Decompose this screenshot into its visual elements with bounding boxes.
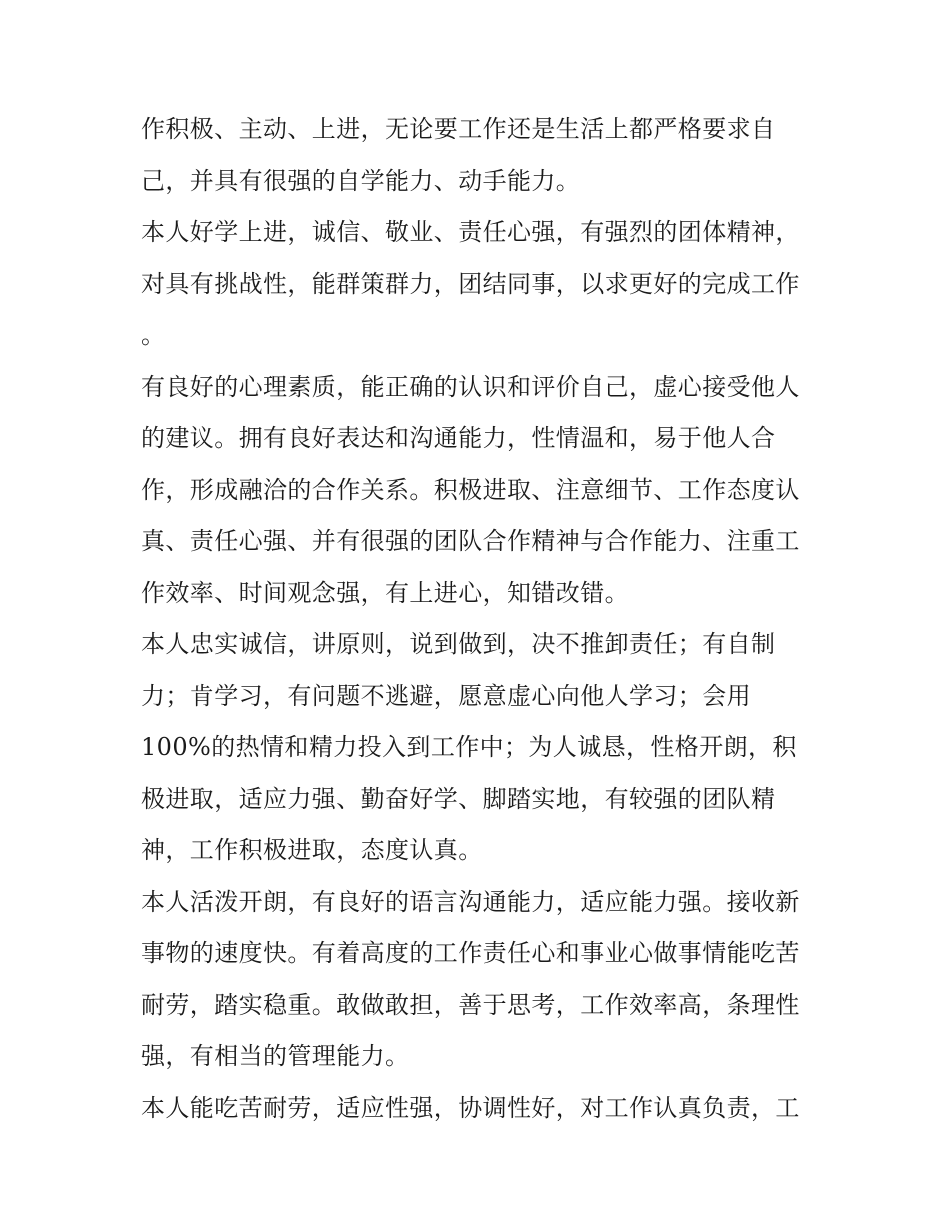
text-line: 对具有挑战性，能群策群力，团结同事，以求更好的完成工作 xyxy=(141,269,800,298)
text-line: 作效率、时间观念强，有上进心，知错改错。 xyxy=(141,578,629,607)
text-line: 本人能吃苦耐劳，适应性强，协调性好，对工作认真负责，工 xyxy=(141,1093,800,1122)
text-line: 100%的热情和精力投入到工作中；为人诚恳，性格开朗，积 xyxy=(141,733,797,761)
document-body xyxy=(141,104,821,1134)
text-line: 强，有相当的管理能力。 xyxy=(141,1042,410,1070)
text-line: 极进取，适应力强、勤奋好学、脚踏实地，有较强的团队精 xyxy=(141,784,776,813)
text-line: 本人活泼开朗，有良好的语言沟通能力，适应能力强。接收新 xyxy=(141,887,800,916)
text-line: 。 xyxy=(141,321,166,349)
text-line: 耐劳，踏实稳重。敢做敢担，善于思考，工作效率高，条理性 xyxy=(141,990,800,1019)
text-line: 事物的速度快。有着高度的工作责任心和事业心做事情能吃苦 xyxy=(141,939,800,967)
text-line: 有良好的心理素质，能正确的认识和评价自己，虚心接受他人 xyxy=(141,372,800,401)
text-line: 本人忠实诚信，讲原则，说到做到，决不推卸责任；有自制 xyxy=(141,630,776,658)
text-line: 力；肯学习，有问题不逃避，愿意虚心向他人学习；会用 xyxy=(141,681,751,710)
text-line: 真、责任心强、并有很强的团队合作精神与合作能力、注重工 xyxy=(141,527,800,555)
text-line: 作积极、主动、上进，无论要工作还是生活上都严格要求自 xyxy=(141,115,776,143)
text-line: 己，并具有很强的自学能力、动手能力。 xyxy=(141,166,581,195)
text-line: 作，形成融洽的合作关系。积极进取、注意细节、工作态度认 xyxy=(141,475,800,504)
text-line: 本人好学上进，诚信、敬业、责任心强，有强烈的团体精神， xyxy=(141,218,800,246)
text-line: 神，工作积极进取，态度认真。 xyxy=(141,836,483,864)
text-line: 的建议。拥有良好表达和沟通能力，性情温和，易于他人合 xyxy=(141,424,776,452)
